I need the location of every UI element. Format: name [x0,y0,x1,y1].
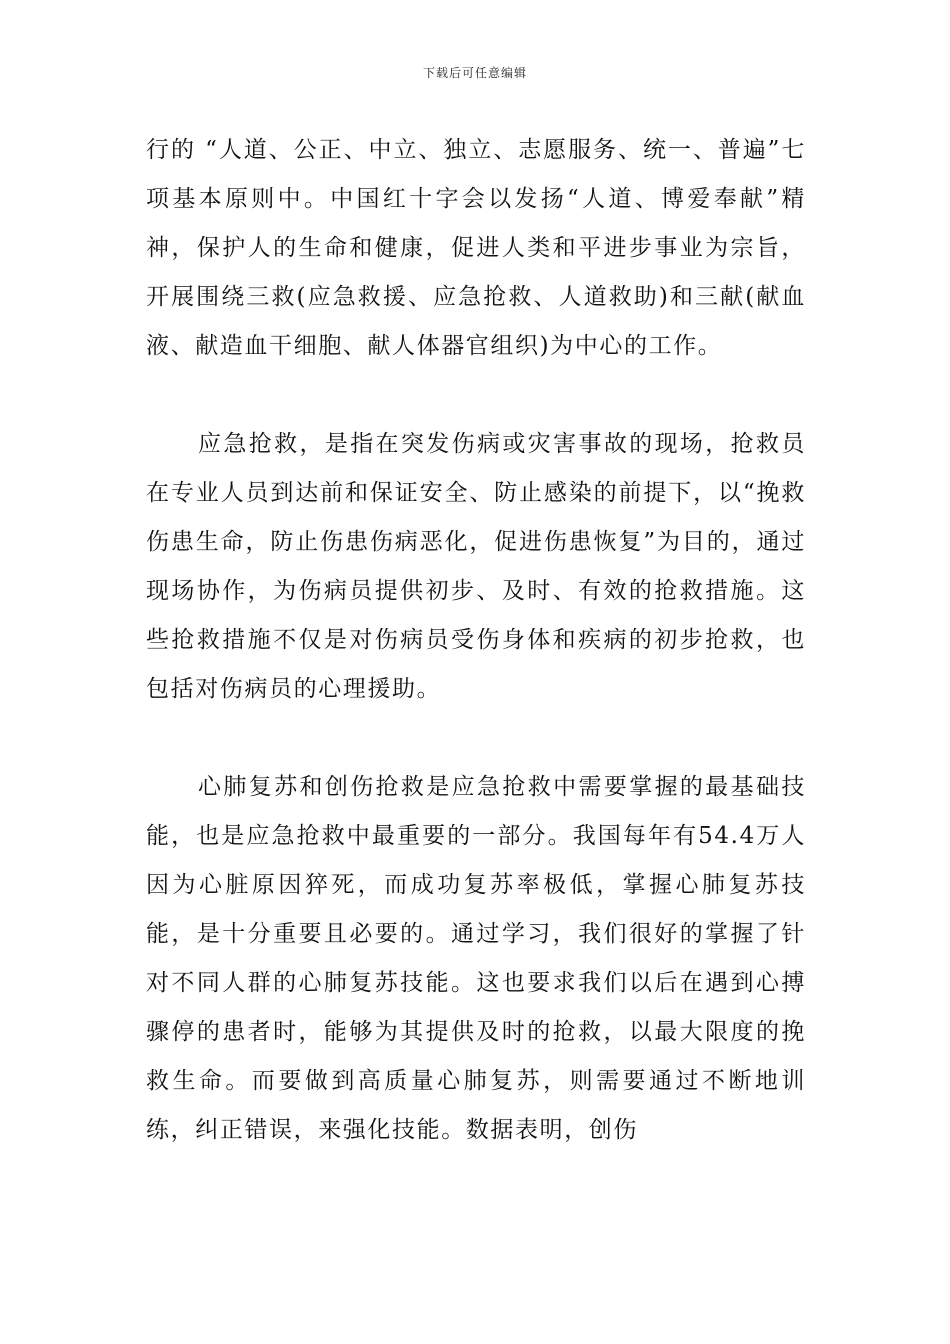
paragraph-cpr: 心肺复苏和创伤抢救是应急抢救中需要掌握的最基础技能，也是应急抢救中最重要的一部分。我国每年有54.4万人因为心脏原因猝死，而成功复苏率极低，掌握心肺复苏技能，是十分重要且必要的。通过学习，我们很好的掌握了针对不同人群的心肺复苏技能。这也要求我们以后在遇到心搏骤停的患者时，能够为其提供及时的抢救，以最大限度的挽救生命。而要做到高质量心肺复苏，则需要通过不断地训练，纠正错误，来强化技能。数据表明，创伤 [146,774,806,1143]
document-body [146,126,806,1155]
page-header: 下载后可任意编辑 [422,66,527,80]
paragraph-principles: 行的 “人道、公正、中立、独立、志愿服务、统一、普遍”七项基本原则中。中国红十字会以发扬“人道、博爱奉献”精神，保护人的生命和健康，促进人类和平进步事业为宗旨，开展围绕三救(应急救援、应急抢救、人道救助)和三献(献血液、献造血干细胞、献人体器官组织)为中心的工作。 [146,137,806,359]
paragraph-emergency-rescue: 应急抢救，是指在突发伤病或灾害事故的现场，抢救员在专业人员到达前和保证安全、防止感染的前提下，以“挽救伤患生命，防止伤患伤病恶化，促进伤患恢复”为目的，通过现场协作，为伤病员提供初步、及时、有效的抢救措施。这些抢救措施不仅是对伤病员受伤身体和疾病的初步抢救，也包括对伤病员的心理援助。 [146,431,806,702]
